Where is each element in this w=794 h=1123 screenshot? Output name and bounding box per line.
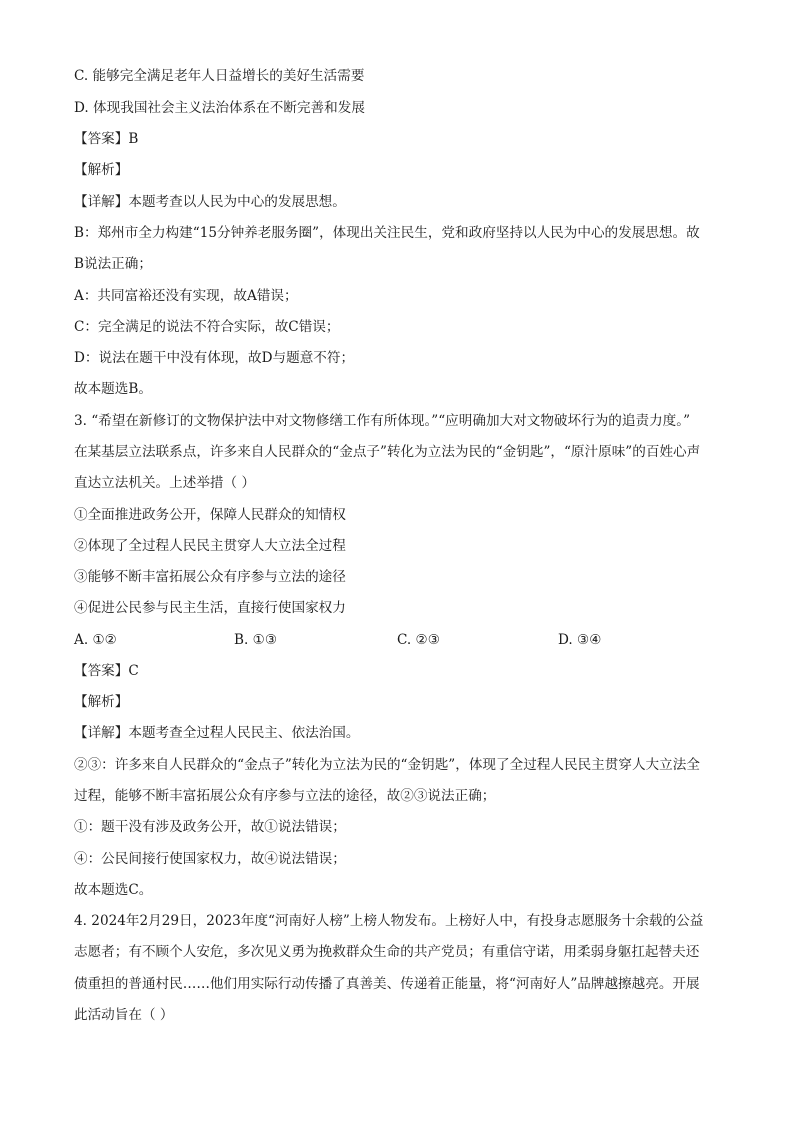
explanation-line: ②③：许多来自人民群众的“金点子”转化为立法为民的“金钥匙”，体现了全过程人民民主贯穿人大立法全: [74, 757, 700, 773]
question-4-stem: 4. 2024年2月29日，2023年度“河南好人榜”上榜人物发布。上榜好人中，有投身志愿服务十余载的公益: [74, 913, 704, 929]
option-d: D. 体现我国社会主义法治体系在不断完善和发展: [74, 100, 365, 116]
statement-3: ③能够不断丰富拓展公众有序参与立法的途径: [74, 569, 346, 585]
question-3-stem: 3. “希望在新修订的文物保护法中对文物修缮工作有所体现。”“应明确加大对文物破坏行为的追责力度。”: [74, 413, 691, 429]
statement-2: ②体现了全过程人民民主贯穿人大立法全过程: [74, 538, 346, 554]
explanation-line: D：说法在题干中没有体现，故D与题意不符；: [74, 350, 355, 366]
option-d: D. ③④: [558, 632, 602, 648]
explanation-line: ④：公民间接行使国家权力，故④说法错误；: [74, 851, 346, 867]
statement-4: ④促进公民参与民主生活，直接行使国家权力: [74, 600, 346, 616]
answer-label: 【答案】B: [74, 131, 139, 147]
detail-text: 【详解】本题考查全过程人民民主、依法治国。: [74, 725, 360, 741]
explanation-line: ①：题干没有涉及政务公开，故①说法错误；: [74, 819, 346, 835]
option-c: C. ②③: [397, 632, 440, 648]
conclusion-text: 故本题选B。: [74, 381, 152, 397]
answer-label: 【答案】C: [74, 663, 139, 679]
question-3-stem: 在某基层立法联系点，许多来自人民群众的“金点子”转化为立法为民的“金钥匙”，“原汁原味”的百姓心声: [74, 444, 701, 460]
option-a: A. ①②: [74, 632, 117, 648]
option-c: C. 能够完全满足老年人日益增长的美好生活需要: [74, 68, 365, 84]
explanation-line: A：共同富裕还没有实现，故A错误；: [74, 288, 298, 304]
option-b: B. ①③: [234, 632, 278, 648]
question-4-stem: 债重担的普通村民……他们用实际行动传播了真善美、传递着正能量，将“河南好人”品牌越擦越亮。开展: [74, 976, 700, 992]
explanation-line: C：完全满足的说法不符合实际，故C错误；: [74, 319, 340, 335]
question-4-stem: 志愿者；有不顾个人安危，多次见义勇为挽救群众生命的共产党员；有重信守诺，用柔弱身躯扛起替夫还: [74, 944, 700, 960]
statement-1: ①全面推进政务公开，保障人民群众的知情权: [74, 507, 346, 523]
question-4-stem: 此活动旨在（ ）: [74, 1007, 174, 1023]
analysis-label: 【解析】: [74, 162, 129, 178]
explanation-line: 过程，能够不断丰富拓展公众有序参与立法的途径，故②③说法正确；: [74, 788, 496, 804]
conclusion-text: 故本题选C。: [74, 882, 153, 898]
question-3-stem: 直达立法机关。上述举措（ ）: [74, 475, 256, 491]
detail-text: 【详解】本题考查以人民为中心的发展思想。: [74, 194, 346, 210]
explanation-line: B说法正确；: [74, 256, 152, 272]
answer-options: [74, 630, 724, 650]
analysis-label: 【解析】: [74, 694, 129, 710]
explanation-line: B：郑州市全力构建“15分钟养老服务圈”，体现出关注民生，党和政府坚持以人民为中心的发展思想。故: [74, 225, 700, 241]
